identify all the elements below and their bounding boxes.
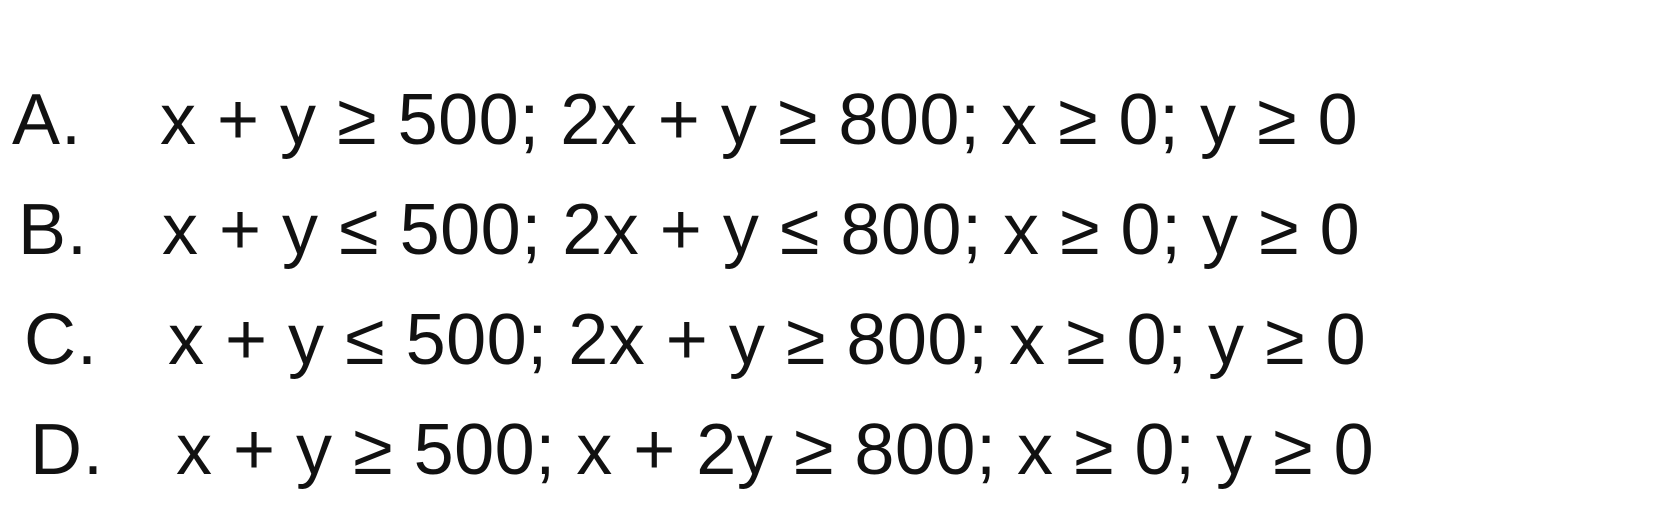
option-expression: x + y ≤ 500; 2x + y ≥ 800; x ≥ 0; y ≥ 0 xyxy=(168,300,1367,380)
option-expression: x + y ≤ 500; 2x + y ≤ 800; x ≥ 0; y ≥ 0 xyxy=(162,190,1361,270)
option-letter: A. xyxy=(12,80,83,160)
option-d[interactable] xyxy=(0,400,1672,510)
option-letter: B. xyxy=(18,190,89,270)
option-letter: C. xyxy=(24,300,98,380)
option-b[interactable] xyxy=(0,180,1672,290)
option-letter: D. xyxy=(30,410,104,490)
option-expression: x + y ≥ 500; x + 2y ≥ 800; x ≥ 0; y ≥ 0 xyxy=(176,410,1375,490)
option-c[interactable] xyxy=(0,290,1672,400)
option-a[interactable] xyxy=(0,70,1672,180)
option-expression: x + y ≥ 500; 2x + y ≥ 800; x ≥ 0; y ≥ 0 xyxy=(160,80,1359,160)
